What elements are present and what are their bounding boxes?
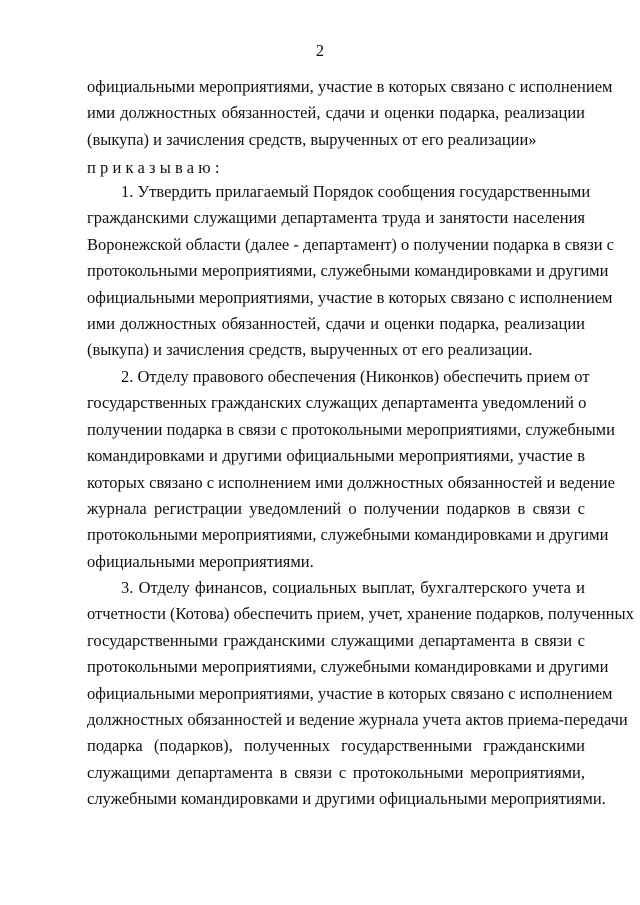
text-line: протокольными мероприятиями, служебными командировками и другими bbox=[87, 657, 609, 677]
text-line: официальными мероприятиями. bbox=[87, 551, 314, 571]
text-line: протокольными мероприятиями, служебными командировками и другими bbox=[87, 525, 609, 545]
text-line: официальными мероприятиями, участие в которых связано с исполнением bbox=[87, 287, 613, 307]
text-line: 3. Отделу финансов, социальных выплат, бухгалтерского учета и bbox=[121, 578, 585, 597]
text-line: (выкупа) и зачисления средств, вырученных от его реализации» bbox=[87, 129, 537, 149]
text-line: отчетности (Котова) обеспечить прием, учет, хранение подарков, полученных bbox=[87, 604, 634, 624]
text-line: государственными гражданскими служащими департамента в связи с bbox=[87, 630, 585, 650]
text-line: ими должностных обязанностей, сдачи и оценки подарка, реализации bbox=[87, 313, 585, 333]
intro-text bbox=[87, 74, 613, 153]
text-line: (выкупа) и зачисления средств, вырученных от его реализации. bbox=[87, 340, 533, 360]
text-line: протокольными мероприятиями, служебными командировками и другими bbox=[87, 261, 609, 281]
text-line: служебными командировками и другими официальными мероприятиями. bbox=[87, 789, 606, 809]
text-line: должностных обязанностей и ведение журнала учета актов приема-передачи bbox=[87, 709, 628, 729]
text-line: официальными мероприятиями, участие в которых связано с исполнением bbox=[87, 77, 613, 96]
paragraph-3 bbox=[87, 575, 634, 813]
text-line: 2. Отделу правового обеспечения (Никонков) обеспечить прием от bbox=[121, 367, 590, 386]
order-word: приказываю: bbox=[87, 158, 224, 177]
paragraph-1 bbox=[87, 179, 614, 364]
text-line: получении подарка в связи с протокольными мероприятиями, служебными bbox=[87, 419, 615, 439]
text-line: подарка (подарков), полученных государственными гражданскими bbox=[87, 736, 585, 756]
text-line: командировками и другими официальными мероприятиями, участие в bbox=[87, 446, 585, 466]
text-line: ими должностных обязанностей, сдачи и оценки подарка, реализации bbox=[87, 103, 585, 123]
text-line: 1. Утвердить прилагаемый Порядок сообщения государственными bbox=[121, 182, 591, 201]
page-number: 2 bbox=[315, 41, 325, 60]
text-line: которых связано с исполнением ими должностных обязанностей и ведение bbox=[87, 472, 615, 492]
text-line: служащими департамента в связи с протокольными мероприятиями, bbox=[87, 762, 585, 782]
text-line: гражданскими служащими департамента труда и занятости населения bbox=[87, 208, 585, 228]
text-line: государственных гражданских служащих департамента уведомлений о bbox=[87, 393, 587, 413]
text-line: официальными мероприятиями, участие в которых связано с исполнением bbox=[87, 683, 613, 703]
order-word-block bbox=[87, 155, 585, 181]
text-line: Воронежской области (далее - департамент) о получении подарка в связи с bbox=[87, 234, 614, 254]
text-line: журнала регистрации уведомлений о получении подарков в связи с bbox=[87, 498, 585, 518]
paragraph-2 bbox=[87, 364, 615, 575]
